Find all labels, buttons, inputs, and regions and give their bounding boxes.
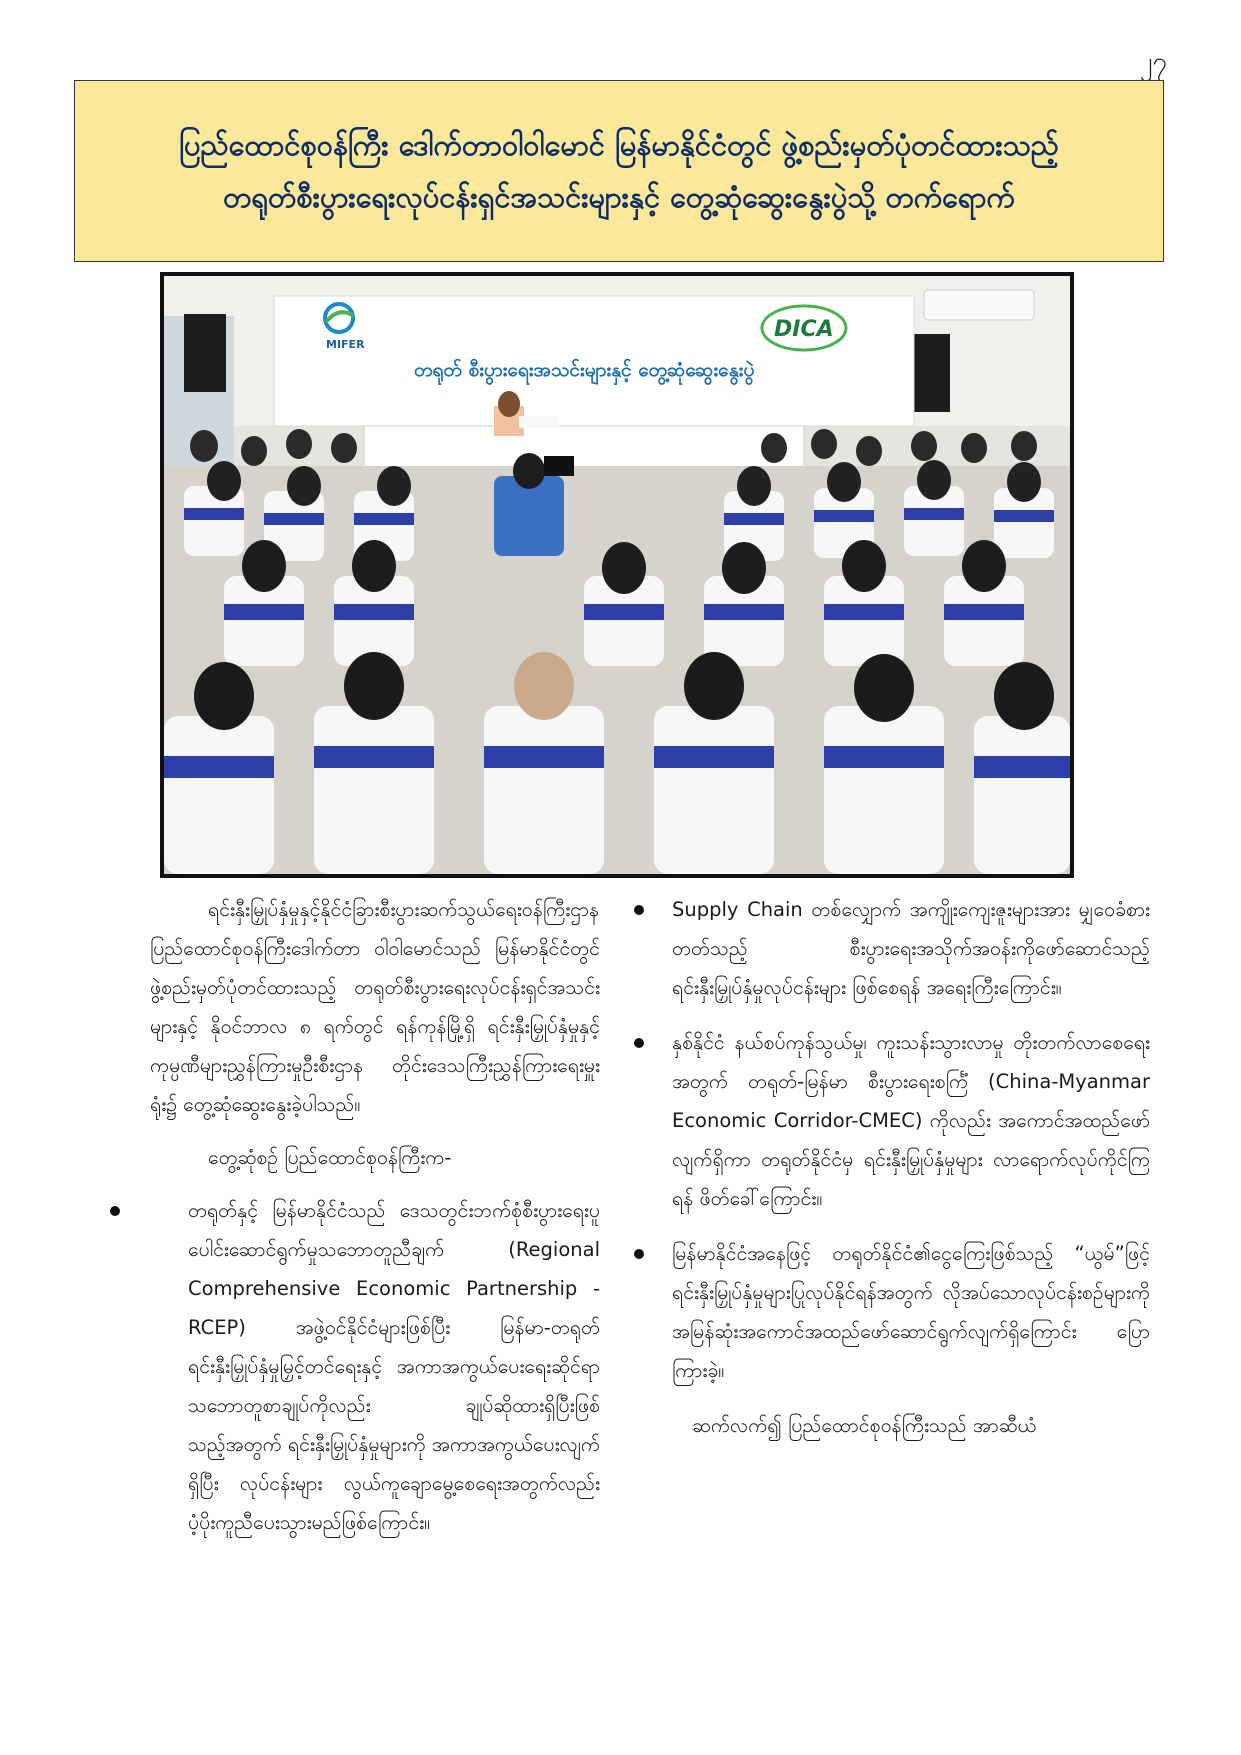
right-column: [634, 890, 1150, 1459]
bullet-text: နှစ်နိုင်ငံ နယ်စပ်ကုန်သွယ်မှု၊ ကူးသန်းသွားလာမှု တိုးတက်လာစေရေးအတွက် တရုတ်-မြန်မာ စီးပွားရေးစင်္ကြံ (China-Myanmar Economic Corridor-CMEC) ကိုလည်း အကောင်အထည်ဖော်လျက်ရှိကာ တရုတ်နိုင်ငံမှ ရင်းနှီးမြှုပ်နှံမှုများ လာရောက်လုပ်ကိုင်ကြရန် ဖိတ်ခေါ်ကြောင်း။: [672, 1031, 1150, 1210]
meeting-photo-illustration: [164, 276, 1070, 874]
bullet-dot-icon: [634, 905, 644, 915]
logo-left-text: MIFER: [326, 338, 365, 351]
headline-line-2: တရုတ်စီးပွားရေးလုပ်ငန်းရှင်အသင်းများနှင့် တွေ့ဆုံဆွေးနွေးပွဲသို့ တက်ရောက်: [223, 180, 1015, 214]
headline-box: [74, 80, 1164, 262]
lead-paragraph: တွေ့ဆုံစဉ် ပြည်ထောင်စုဝန်ကြီးက-: [208, 1146, 452, 1169]
intro-paragraph: ရင်းနှီးမြှုပ်နှံမှုနှင့်နိုင်ငံခြားစီးပွားဆက်သွယ်ရေးဝန်ကြီးဌာန ပြည်ထောင်စုဝန်ကြီးဒေါက်တာ ဝါဝါမောင်သည် မြန်မာနိုင်ငံတွင် ဖွဲ့စည်းမှတ်ပုံတင်ထားသည့် တရုတ်စီးပွားရေးလုပ်ငန်းရှင်အသင်းများနှင့် နိုဝင်ဘာလ ၈ ရက်တွင် ရန်ကုန်မြို့ရှိ ရင်းနှီးမြှုပ်နှံမှုနှင့် ကုမ္ပဏီများညွှန်ကြားမှုဦးစီးဌာန တိုင်းဒေသကြီးညွှန်ကြားရေးမှူးရုံး၌ တွေ့ဆုံဆွေးနွေးခဲ့ပါသည်။: [150, 898, 600, 1116]
left-column: [150, 890, 600, 1558]
meeting-photo: [160, 272, 1074, 878]
bullet-item: [92, 1191, 600, 1542]
page-number: ၂၇: [1139, 47, 1167, 77]
bullet-text: Supply Chain တစ်လျှောက် အကျိုးကျေးဇူးများအား မျှဝေခံစားတတ်သည့် စီးပွားရေးအသိုက်အဝန်းကိုဖော်ဆောင်သည့် ရင်းနှီးမြှုပ်နှံမှုလုပ်ငန်းများ ဖြစ်စေရန် အရေးကြီးကြောင်း။: [672, 898, 1150, 999]
bullet-dot-icon: [110, 1206, 120, 1216]
bullet-dot-icon: [634, 1038, 644, 1048]
banner-text: တရုတ် စီးပွားရေးအသင်းများနှင့် တွေ့ဆုံဆွေးနွေးပွဲ: [414, 359, 755, 381]
headline-line-1: ပြည်ထောင်စုဝန်ကြီး ဒေါက်တာဝါဝါမောင် မြန်မာနိုင်ငံတွင် ဖွဲ့စည်းမှတ်ပုံတင်ထားသည့်: [179, 128, 1059, 162]
air-conditioner: [924, 290, 1034, 320]
bullet-item: [634, 1234, 1150, 1390]
closing-paragraph: ဆက်လက်၍ ပြည်ထောင်စုဝန်ကြီးသည် အာဆီယံ: [692, 1414, 1037, 1437]
bullet-text: မြန်မာနိုင်ငံအနေဖြင့် တရုတ်နိုင်ငံ၏ငွေကြေးဖြစ်သည့် “ယွမ်”ဖြင့် ရင်းနှီးမြှုပ်နှံမှုများပြုလုပ်နိုင်ရန်အတွက် လိုအပ်သောလုပ်ငန်းစဉ်များကို အမြန်ဆုံးအကောင်အထည်ဖော်ဆောင်ရွက်လျက်ရှိကြောင်း ပြောကြားခဲ့။: [672, 1242, 1150, 1382]
bullet-text: တရုတ်နှင့် မြန်မာနိုင်ငံသည် ဒေသတွင်းဘက်စုံစီးပွားရေးပူပေါင်းဆောင်ရွက်မှုသဘောတူညီချက် (Regional Comprehensive Economic Partnership -RCEP) အဖွဲ့ဝင်နိုင်ငံများဖြစ်ပြီး မြန်မာ-တရုတ် ရင်းနှီးမြှုပ်နှံမှုမြှင့်တင်ရေးနှင့် အကာအကွယ်ပေးရေးဆိုင်ရာသဘောတူစာချုပ်ကိုလည်း ချုပ်ဆိုထားရှိပြီးဖြစ်သည့်အတွက် ရင်းနှီးမြှုပ်နှံမှုများကို အကာအကွယ်ပေးလျက်ရှိပြီး လုပ်ငန်းများ လွယ်ကူချောမွေ့စေရေးအတွက်လည်း ပံ့ပိုးကူညီပေးသွားမည်ဖြစ်ကြောင်း။: [188, 1199, 600, 1534]
speaker-person: [498, 391, 520, 417]
logo-right-text: DICA: [774, 317, 834, 342]
loudspeaker-left: [184, 314, 226, 392]
head-table: [364, 426, 804, 468]
bullet-dot-icon: [634, 1249, 644, 1259]
bullet-item: [634, 890, 1150, 1007]
bullet-item: [634, 1023, 1150, 1218]
